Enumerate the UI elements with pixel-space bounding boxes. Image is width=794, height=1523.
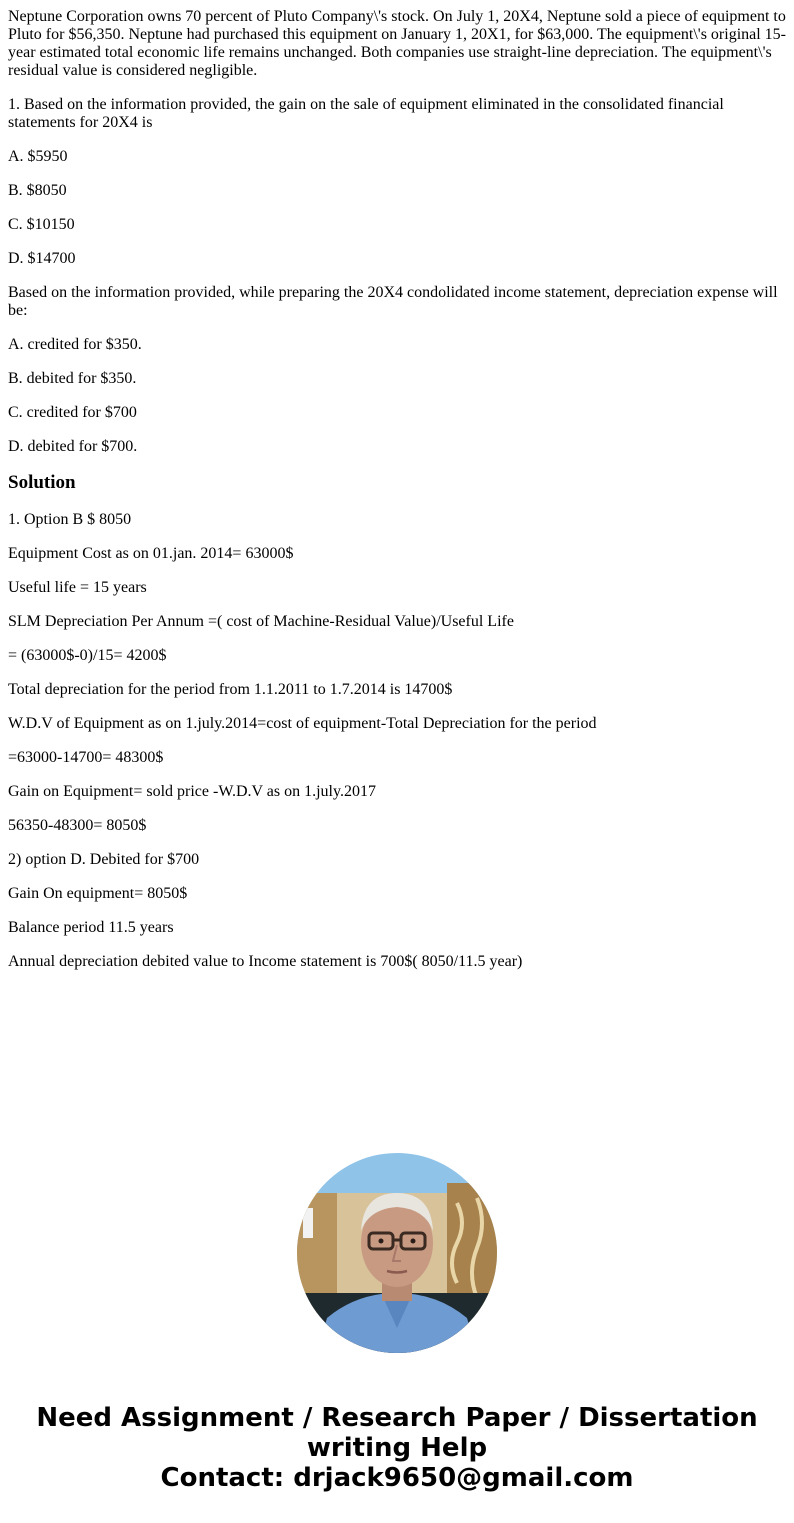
question-2-option-b: B. debited for $350. (8, 370, 137, 387)
question-1-option-a: A. $5950 (8, 148, 68, 165)
solution-line: = (63000$-0)/15= 4200$ (8, 647, 167, 664)
solution-line: 56350-48300= 8050$ (8, 817, 147, 834)
solution-line: =63000-14700= 48300$ (8, 749, 164, 766)
question-1-option-b: B. $8050 (8, 182, 67, 199)
solution-line: Total depreciation for the period from 1.1.2011 to 1.7.2014 is 14700$ (8, 681, 453, 698)
question-1-option-c: C. $10150 (8, 216, 75, 233)
solution-line: Gain On equipment= 8050$ (8, 885, 188, 902)
author-avatar (297, 1153, 497, 1353)
document-body (8, 8, 788, 987)
question-1-option-d: D. $14700 (8, 250, 76, 267)
question-intro: Neptune Corporation owns 70 percent of Pluto Company\'s stock. On July 1, 20X4, Neptune sold a piece of equipment to Pluto for $56,350. Neptune had purchased this equipment on January 1, 20X1, for $63,000. The equipment\'s original 15-year estimated total economic life remains unchanged. Both companies use straight-line depreciation. The equipment\'s residual value is considered negligible. (8, 8, 787, 79)
solution-line: Balance period 11.5 years (8, 919, 174, 936)
solution-heading: Solution (8, 472, 76, 493)
person-photo-icon (297, 1153, 497, 1353)
solution-line: Useful life = 15 years (8, 579, 147, 596)
solution-line: Gain on Equipment= sold price -W.D.V as on 1.july.2017 (8, 783, 376, 800)
solution-line: W.D.V of Equipment as on 1.july.2014=cost of equipment-Total Depreciation for the period (8, 715, 597, 732)
promo-contact: Contact: drjack9650@gmail.com (160, 1463, 634, 1493)
promo-line-2: writing Help (306, 1433, 488, 1463)
question-1-text: 1. Based on the information provided, the gain on the sale of equipment eliminated in the consolidated financial statements for 20X4 is (8, 96, 724, 131)
solution-line: 2) option D. Debited for $700 (8, 851, 200, 868)
question-2-text: Based on the information provided, while preparing the 20X4 condolidated income statement, depreciation expense will be: (8, 284, 778, 319)
question-2-option-a: A. credited for $350. (8, 336, 142, 353)
promo-line-1: Need Assignment / Research Paper / Dissertation (36, 1403, 758, 1433)
question-2-option-d: D. debited for $700. (8, 438, 138, 455)
promo-banner (0, 1403, 794, 1493)
solution-line: Annual depreciation debited value to Income statement is 700$( 8050/11.5 year) (8, 953, 523, 970)
solution-line: 1. Option B $ 8050 (8, 511, 132, 528)
solution-line: Equipment Cost as on 01.jan. 2014= 63000$ (8, 545, 294, 562)
question-2-option-c: C. credited for $700 (8, 404, 137, 421)
solution-line: SLM Depreciation Per Annum =( cost of Machine-Residual Value)/Useful Life (8, 613, 514, 630)
